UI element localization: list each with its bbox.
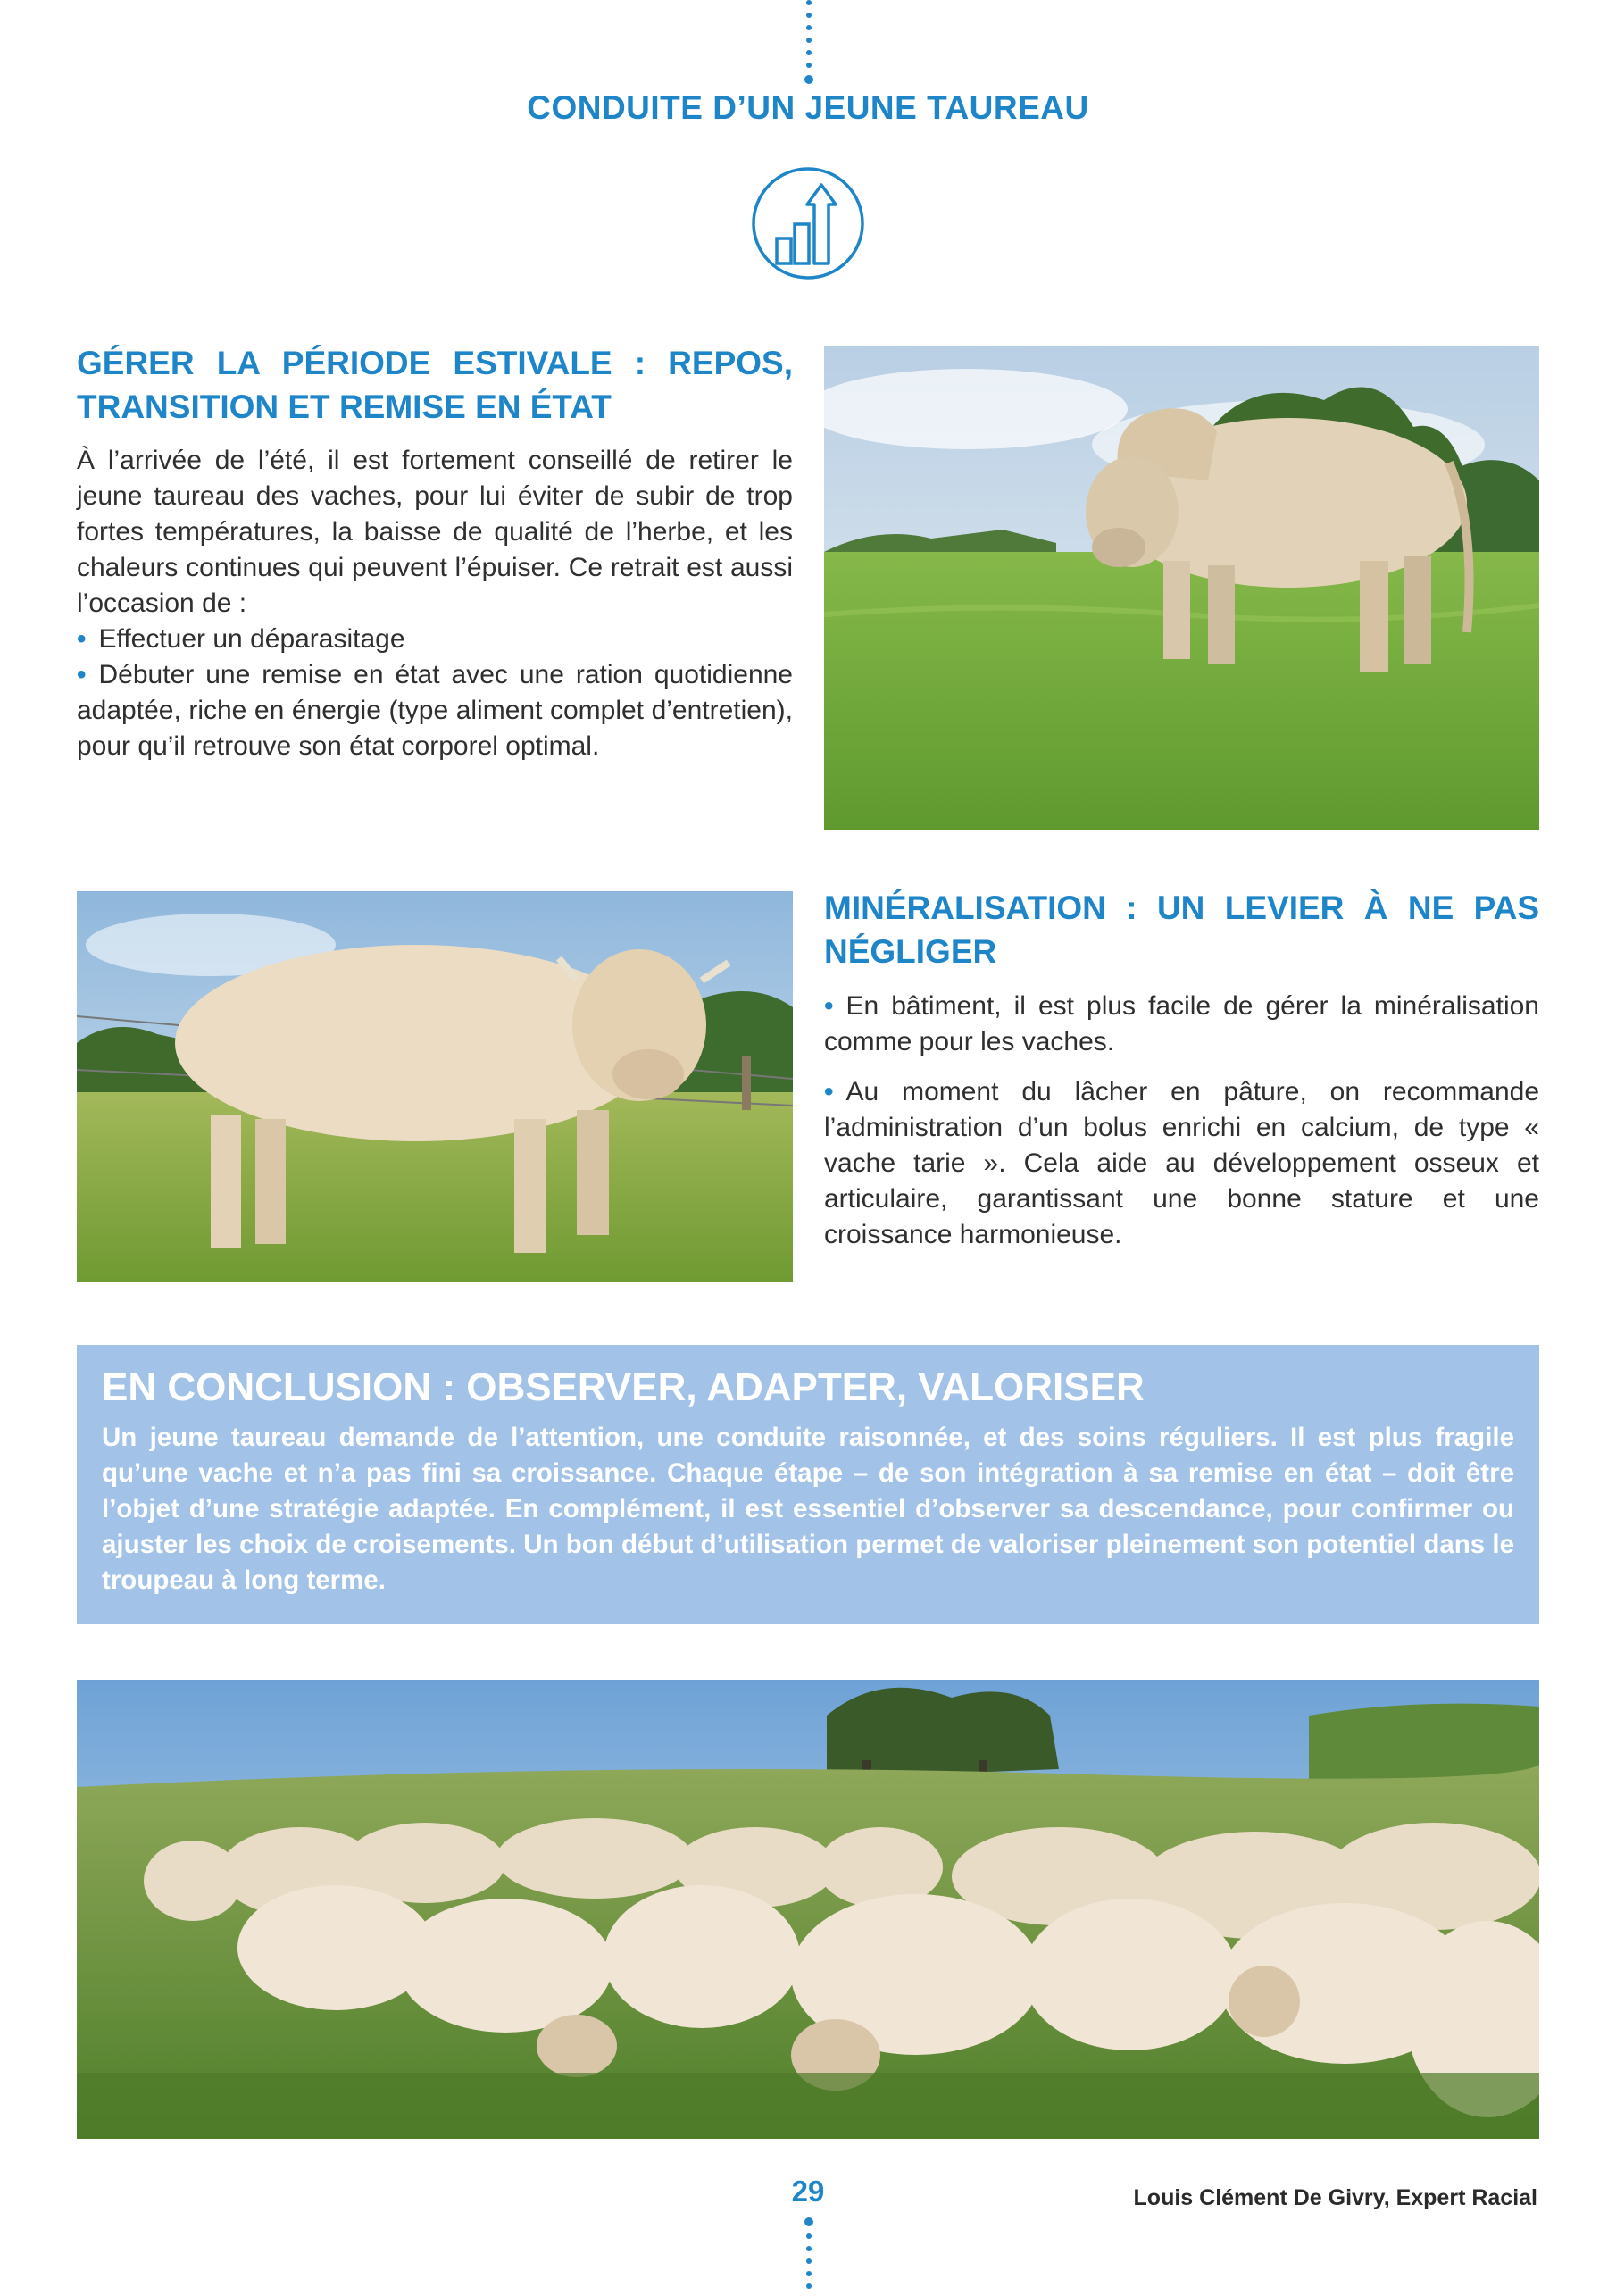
section-summer-body: [77, 443, 793, 764]
conclusion-text: Un jeune taureau demande de l’attention, une conduite raisonnée, et des soins réguliers. Il est plus fragile qu’une vache et n’a pas fini sa croissance. Chaque étape – de son intégration à sa remise en état – doit être l’objet d’une stratégie adaptée. En complément, il est essentiel d’observer sa descendance, pour confirmer ou ajuster les choix de croisements. Un bon début d’utilisation permet de valoriser pleinement son potentiel dans le troupeau à long terme.: [102, 1423, 1514, 1595]
page-title: CONDUITE D’UN JEUNE TAUREAU: [527, 89, 1089, 126]
bullet-item: • En bâtiment, il est plus facile de gérer la minéralisation comme pour les vaches.: [824, 991, 1539, 1056]
bottom-dotted-connector: [806, 2217, 812, 2296]
bullet-icon: •: [824, 991, 834, 1021]
section-mineral-title: MINÉRALISATION : UN LEVIER À NE PAS NÉGLIGER: [824, 889, 1539, 970]
bullet-item: • Débuter une remise en état avec une ration quotidienne adaptée, riche en énergie (type aliment complet d’entretien), pour qu’il retrouve son état corporel optimal.: [77, 660, 793, 761]
bullet-icon: •: [77, 660, 87, 689]
bullet-item: • Effectuer un déparasitage: [77, 624, 405, 654]
bullet-icon: •: [824, 1077, 834, 1106]
conclusion-box: [77, 1345, 1539, 1624]
section-summer-intro: À l’arrivée de l’été, il est fortement conseillé de retirer le jeune taureau des vaches, pour lui éviter de subir de trop fortes températures, la baisse de qualité de l’herbe, et les chaleurs continues qui peuvent l’épuiser. Ce retrait est aussi l’occasion de :: [77, 446, 793, 618]
photo-herd: [77, 1680, 1539, 2139]
bullet-icon: •: [77, 624, 87, 654]
page-number: 29: [791, 2175, 825, 2208]
growth-chart-arrow-icon: [750, 165, 866, 281]
conclusion-title: EN CONCLUSION : OBSERVER, ADAPTER, VALORISER: [102, 1365, 1145, 1409]
bullet-item: • Au moment du lâcher en pâture, on recommande l’administration d’un bolus enrichi en calcium, de type « vache tarie ». Cela aide au développement osseux et articulaire, garantissant une bonne stature et une croissance harmonieuse.: [824, 1077, 1539, 1249]
top-dotted-connector: [806, 0, 812, 91]
section-mineral-body: [824, 989, 1539, 1253]
photo-bull-fence-left: [77, 891, 793, 1282]
section-summer-title: GÉRER LA PÉRIODE ESTIVALE : REPOS, TRANSITION ET REMISE EN ÉTAT: [77, 345, 793, 425]
photo-bull-pasture-right: [824, 346, 1539, 830]
author-credit: Louis Clément De Givry, Expert Racial: [1133, 2185, 1537, 2210]
